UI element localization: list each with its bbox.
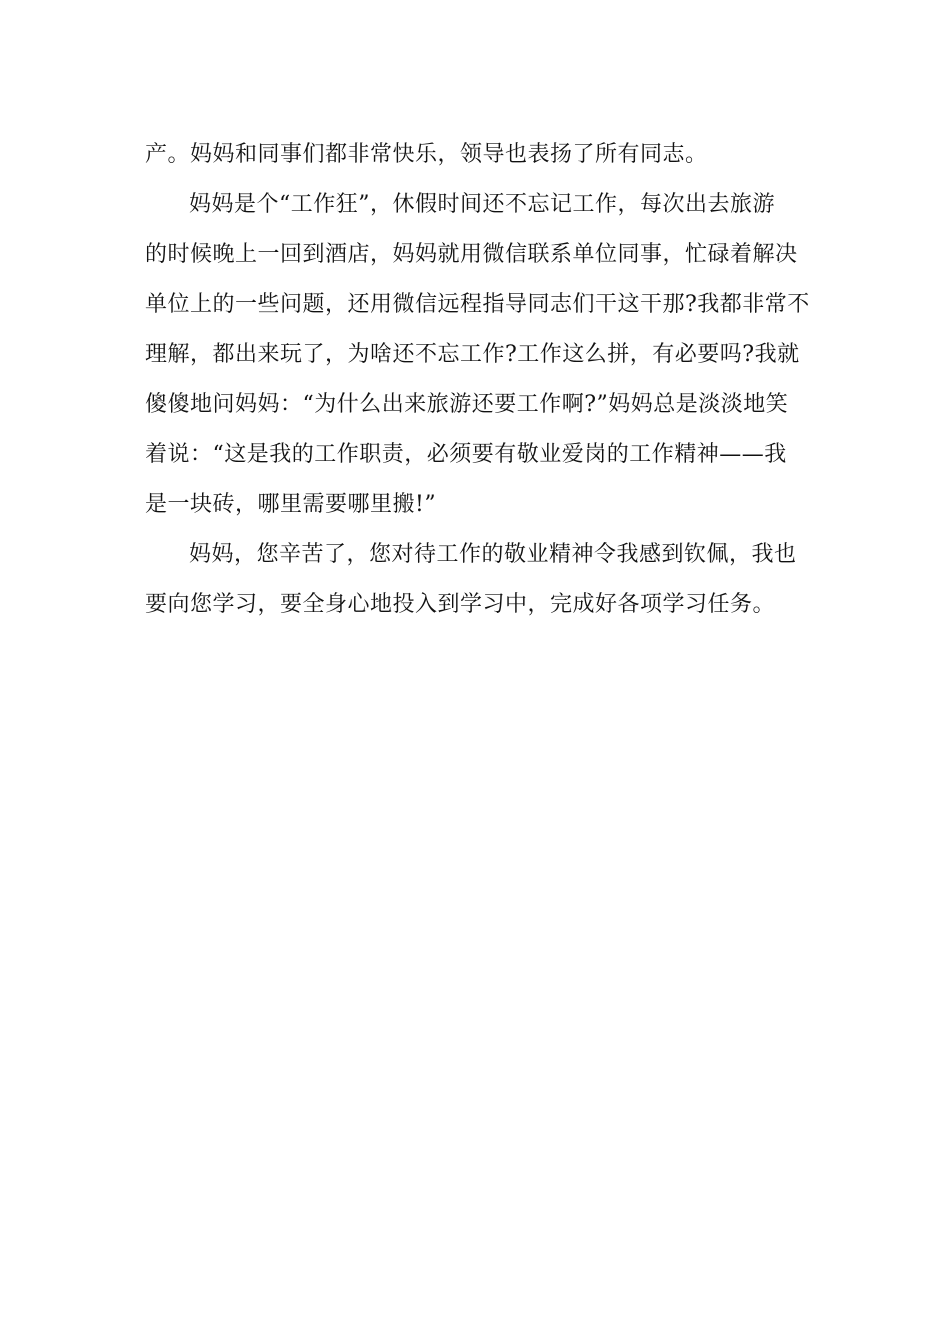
text-line: 傻傻地问妈妈：“为什么出来旅游还要工作啊?”妈妈总是淡淡地笑 [145,392,789,417]
text-line: 妈妈，您辛苦了，您对待工作的敬业精神令我感到钦佩，我也 [189,542,797,567]
text-line: 产。妈妈和同事们都非常快乐，领导也表扬了所有同志。 [145,142,708,167]
text-line: 是一块砖，哪里需要哪里搬!” [145,492,437,517]
text-line: 的时候晚上一回到酒店，妈妈就用微信联系单位同事，忙碌着解决 [145,242,798,267]
text-line: 要向您学习，要全身心地投入到学习中，完成好各项学习任务。 [145,592,776,617]
text-line: 着说：“这是我的工作职责，必须要有敬业爱岗的工作精神——我 [145,442,787,467]
text-line: 理解，都出来玩了，为啥还不忘工作?工作这么拼，有必要吗?我就 [145,342,800,367]
text-line: 妈妈是个“工作狂”，休假时间还不忘记工作，每次出去旅游 [189,192,775,217]
text-line: 单位上的一些问题，还用微信远程指导同志们干这干那?我都非常不 [145,292,810,317]
document-body [145,130,810,630]
